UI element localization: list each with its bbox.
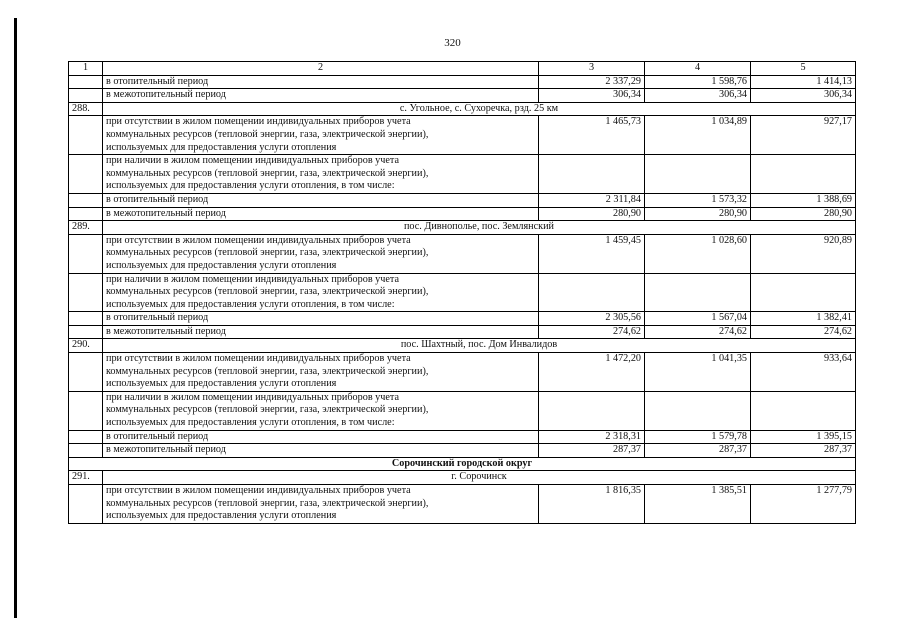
value-col-4: 287,37 [645,444,751,458]
page-number: 320 [444,37,461,49]
table-row [69,273,856,312]
row-index-cell [69,155,103,194]
value-col-5 [751,155,856,194]
header-cell-3: 3 [539,62,645,76]
header-cell-2: 2 [103,62,539,76]
row-label [103,353,539,392]
row-index-cell [69,391,103,430]
table-row [69,325,856,339]
value-col-3: 2 318,31 [539,430,645,444]
section-title: пос. Дивнополье, пос. Землянский [103,221,856,235]
value-col-5: 920,89 [751,234,856,273]
value-col-5: 287,37 [751,444,856,458]
value-col-4: 1 028,60 [645,234,751,273]
value-col-5: 1 414,13 [751,75,856,89]
table-row [69,312,856,326]
section-index: 288. [69,102,103,116]
row-label [103,391,539,430]
row-index-cell [69,207,103,221]
row-label-line: при наличии в жилом помещении индивидуальных приборов учета [106,391,400,403]
header-row [69,62,856,76]
row-label: в межотопительный период [103,444,539,458]
row-label: в межотопительный период [103,325,539,339]
row-label-line: используемых для предоставления услуги отопления [106,141,337,153]
value-col-3: 274,62 [539,325,645,339]
section-title: с. Угольное, с. Сухоречка, рзд. 25 км [103,102,856,116]
section-row [69,221,856,235]
value-col-3: 287,37 [539,444,645,458]
section-index: 290. [69,339,103,353]
value-col-5: 933,64 [751,353,856,392]
row-index-cell [69,234,103,273]
value-col-5: 274,62 [751,325,856,339]
value-col-3: 306,34 [539,89,645,103]
section-title: пос. Шахтный, пос. Дом Инвалидов [103,339,856,353]
value-col-5 [751,273,856,312]
row-label-line: при наличии в жилом помещении индивидуальных приборов учета [106,155,400,167]
row-label-line: коммунальных ресурсов (тепловой энергии, газа, электрической энергии), [106,128,429,140]
section-title: г. Сорочинск [103,471,856,485]
row-index-cell [69,75,103,89]
section-index: 291. [69,471,103,485]
row-label: в отопительный период [103,430,539,444]
row-index-cell [69,430,103,444]
table-row [69,391,856,430]
section-row [69,471,856,485]
value-col-4: 280,90 [645,207,751,221]
row-label: в межотопительный период [103,89,539,103]
value-col-5: 280,90 [751,207,856,221]
value-col-5: 306,34 [751,89,856,103]
row-label-line: коммунальных ресурсов (тепловой энергии, газа, электрической энергии), [106,286,429,298]
row-label-line: используемых для предоставления услуги отопления [106,510,337,522]
value-col-3: 2 311,84 [539,193,645,207]
value-col-4 [645,273,751,312]
table-row [69,116,856,155]
row-index-cell [69,116,103,155]
row-label-line: используемых для предоставления услуги отопления, в том числе: [106,180,395,192]
table-row [69,193,856,207]
row-index-cell [69,312,103,326]
value-col-4: 1 598,76 [645,75,751,89]
row-label [103,485,539,524]
value-col-3 [539,391,645,430]
row-label-line: коммунальных ресурсов (тепловой энергии, газа, электрической энергии), [106,497,429,509]
value-col-5: 1 382,41 [751,312,856,326]
row-label-line: коммунальных ресурсов (тепловой энергии, газа, электрической энергии), [106,404,429,416]
row-label: в межотопительный период [103,207,539,221]
header-cell-4: 4 [645,62,751,76]
row-label: в отопительный период [103,312,539,326]
value-col-3: 1 459,45 [539,234,645,273]
table-row [69,89,856,103]
value-col-3: 1 816,35 [539,485,645,524]
value-col-4: 306,34 [645,89,751,103]
tariff-table-body [69,62,856,524]
row-label-line: при отсутствии в жилом помещении индивидуальных приборов учета [106,116,411,128]
row-label-line: при наличии в жилом помещении индивидуальных приборов учета [106,273,400,285]
table-row [69,353,856,392]
value-col-3: 1 472,20 [539,353,645,392]
table-row [69,485,856,524]
row-label-line: при отсутствии в жилом помещении индивидуальных приборов учета [106,485,411,496]
row-index-cell [69,89,103,103]
row-label-line: используемых для предоставления услуги отопления [106,259,337,271]
value-col-4: 1 041,35 [645,353,751,392]
row-label-line: коммунальных ресурсов (тепловой энергии, газа, электрической энергии), [106,247,429,259]
scan-edge-line [14,18,17,618]
row-label: в отопительный период [103,193,539,207]
row-label: в отопительный период [103,75,539,89]
value-col-4: 1 573,32 [645,193,751,207]
tariff-table [68,61,856,524]
value-col-3: 2 337,29 [539,75,645,89]
section-row [69,102,856,116]
section-index: 289. [69,221,103,235]
district-title: Сорочинский городской округ [69,457,856,471]
table-row [69,75,856,89]
value-col-4: 1 385,51 [645,485,751,524]
value-col-5: 1 388,69 [751,193,856,207]
value-col-5 [751,391,856,430]
value-col-5: 1 395,15 [751,430,856,444]
value-col-4: 274,62 [645,325,751,339]
row-label-line: при отсутствии в жилом помещении индивидуальных приборов учета [106,353,411,365]
value-col-4 [645,391,751,430]
row-label-line: коммунальных ресурсов (тепловой энергии, газа, электрической энергии), [106,365,429,377]
row-label-line: используемых для предоставления услуги отопления, в том числе: [106,298,395,310]
row-index-cell [69,273,103,312]
value-col-3: 280,90 [539,207,645,221]
row-index-cell [69,325,103,339]
value-col-4 [645,155,751,194]
section-row [69,339,856,353]
table-row [69,430,856,444]
district-row [69,457,856,471]
row-label [103,273,539,312]
row-label-line: коммунальных ресурсов (тепловой энергии, газа, электрической энергии), [106,167,429,179]
table-row [69,155,856,194]
row-index-cell [69,193,103,207]
value-col-4: 1 567,04 [645,312,751,326]
header-cell-1: 1 [69,62,103,76]
header-cell-5: 5 [751,62,856,76]
table-row [69,234,856,273]
row-label-line: используемых для предоставления услуги отопления, в том числе: [106,417,395,429]
row-label [103,116,539,155]
value-col-5: 927,17 [751,116,856,155]
table-row [69,207,856,221]
value-col-3: 1 465,73 [539,116,645,155]
value-col-5: 1 277,79 [751,485,856,524]
row-label [103,234,539,273]
row-index-cell [69,485,103,524]
value-col-3 [539,273,645,312]
value-col-4: 1 034,89 [645,116,751,155]
row-label-line: при отсутствии в жилом помещении индивидуальных приборов учета [106,234,411,246]
value-col-4: 1 579,78 [645,430,751,444]
table-row [69,444,856,458]
row-index-cell [69,444,103,458]
row-index-cell [69,353,103,392]
value-col-3 [539,155,645,194]
row-label [103,155,539,194]
value-col-3: 2 305,56 [539,312,645,326]
row-label-line: используемых для предоставления услуги отопления [106,378,337,390]
